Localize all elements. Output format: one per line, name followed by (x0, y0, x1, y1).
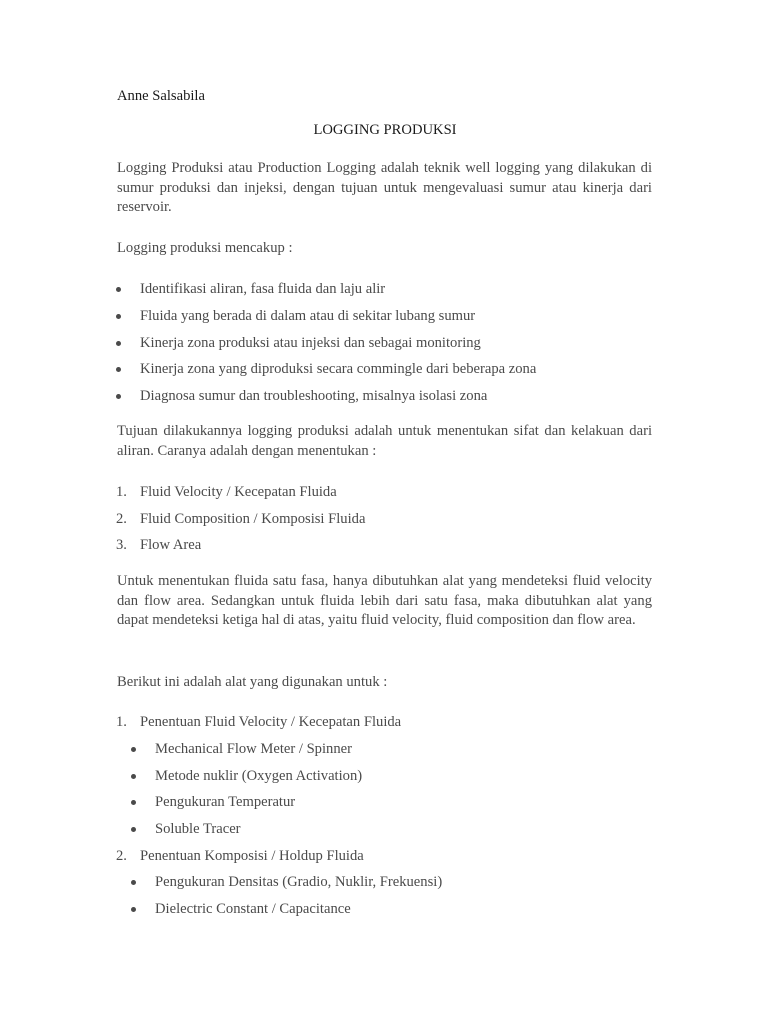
author-name: Anne Salsabila (117, 88, 205, 104)
bullet-icon (131, 774, 136, 779)
tool-group-heading: Penentuan Komposisi / Holdup Fluida (140, 848, 364, 864)
bullet-icon (116, 394, 121, 399)
bullet-icon (116, 367, 121, 372)
list-item: Pengukuran Densitas (Gradio, Nuklir, Frekuensi) (155, 874, 443, 890)
list-item: Dielectric Constant / Capacitance (155, 901, 351, 917)
bullet-icon (131, 747, 136, 752)
list-item: Kinerja zona produksi atau injeksi dan sebagai monitoring (140, 335, 481, 351)
intro-paragraph: Logging Produksi atau Production Logging adalah teknik well logging yang dilakukan di sumur produksi dan injeksi, dengan tujuan untuk mengevaluasi sumur atau kinerja dari reservoir. (117, 160, 652, 215)
list-item: Soluble Tracer (155, 821, 241, 837)
list-item: Fluida yang berada di dalam atau di sekitar lubang sumur (140, 308, 476, 324)
list-item: Fluid Velocity / Kecepatan Fluida (140, 484, 337, 500)
document-title-text: LOGGING PRODUKSI (313, 122, 457, 138)
tool-group-heading: Penentuan Fluid Velocity / Kecepatan Fluida (140, 714, 402, 730)
list-number: 2. (116, 511, 127, 527)
list-number: 1. (116, 714, 127, 730)
tools-heading: Berikut ini adalah alat yang digunakan untuk : (117, 674, 388, 690)
purpose-paragraph: Tujuan dilakukannya logging produksi adalah untuk menentukan sifat dan kelakuan dari aliran. Caranya adalah dengan menentukan : (117, 423, 652, 459)
list-item: Flow Area (140, 537, 202, 553)
list-item: Mechanical Flow Meter / Spinner (155, 741, 352, 757)
list-item: Fluid Composition / Komposisi Fluida (140, 511, 366, 527)
scope-heading: Logging produksi mencakup : (117, 240, 293, 256)
bullet-icon (131, 907, 136, 912)
list-number: 1. (116, 484, 127, 500)
bullet-icon (116, 314, 121, 319)
bullet-icon (131, 880, 136, 885)
list-item: Kinerja zona yang diproduksi secara commingle dari beberapa zona (140, 361, 537, 377)
bullet-icon (131, 800, 136, 805)
list-number: 2. (116, 848, 127, 864)
single-phase-paragraph: Untuk menentukan fluida satu fasa, hanya dibutuhkan alat yang mendeteksi fluid velocity dan flow area. Sedangkan untuk fluida lebih dari satu fasa, maka dibutuhkan alat yang dapat mendeteksi ketiga hal di atas, yaitu fluid velocity, fluid composition dan flow area. (117, 573, 652, 628)
bullet-icon (116, 341, 121, 346)
list-item: Diagnosa sumur dan troubleshooting, misalnya isolasi zona (140, 388, 488, 404)
bullet-icon (116, 287, 121, 292)
document-title (0, 120, 768, 140)
list-item: Metode nuklir (Oxygen Activation) (155, 768, 363, 784)
bullet-icon (131, 827, 136, 832)
list-item: Identifikasi aliran, fasa fluida dan laju alir (140, 281, 386, 297)
list-item: Pengukuran Temperatur (155, 794, 296, 810)
list-number: 3. (116, 537, 127, 553)
